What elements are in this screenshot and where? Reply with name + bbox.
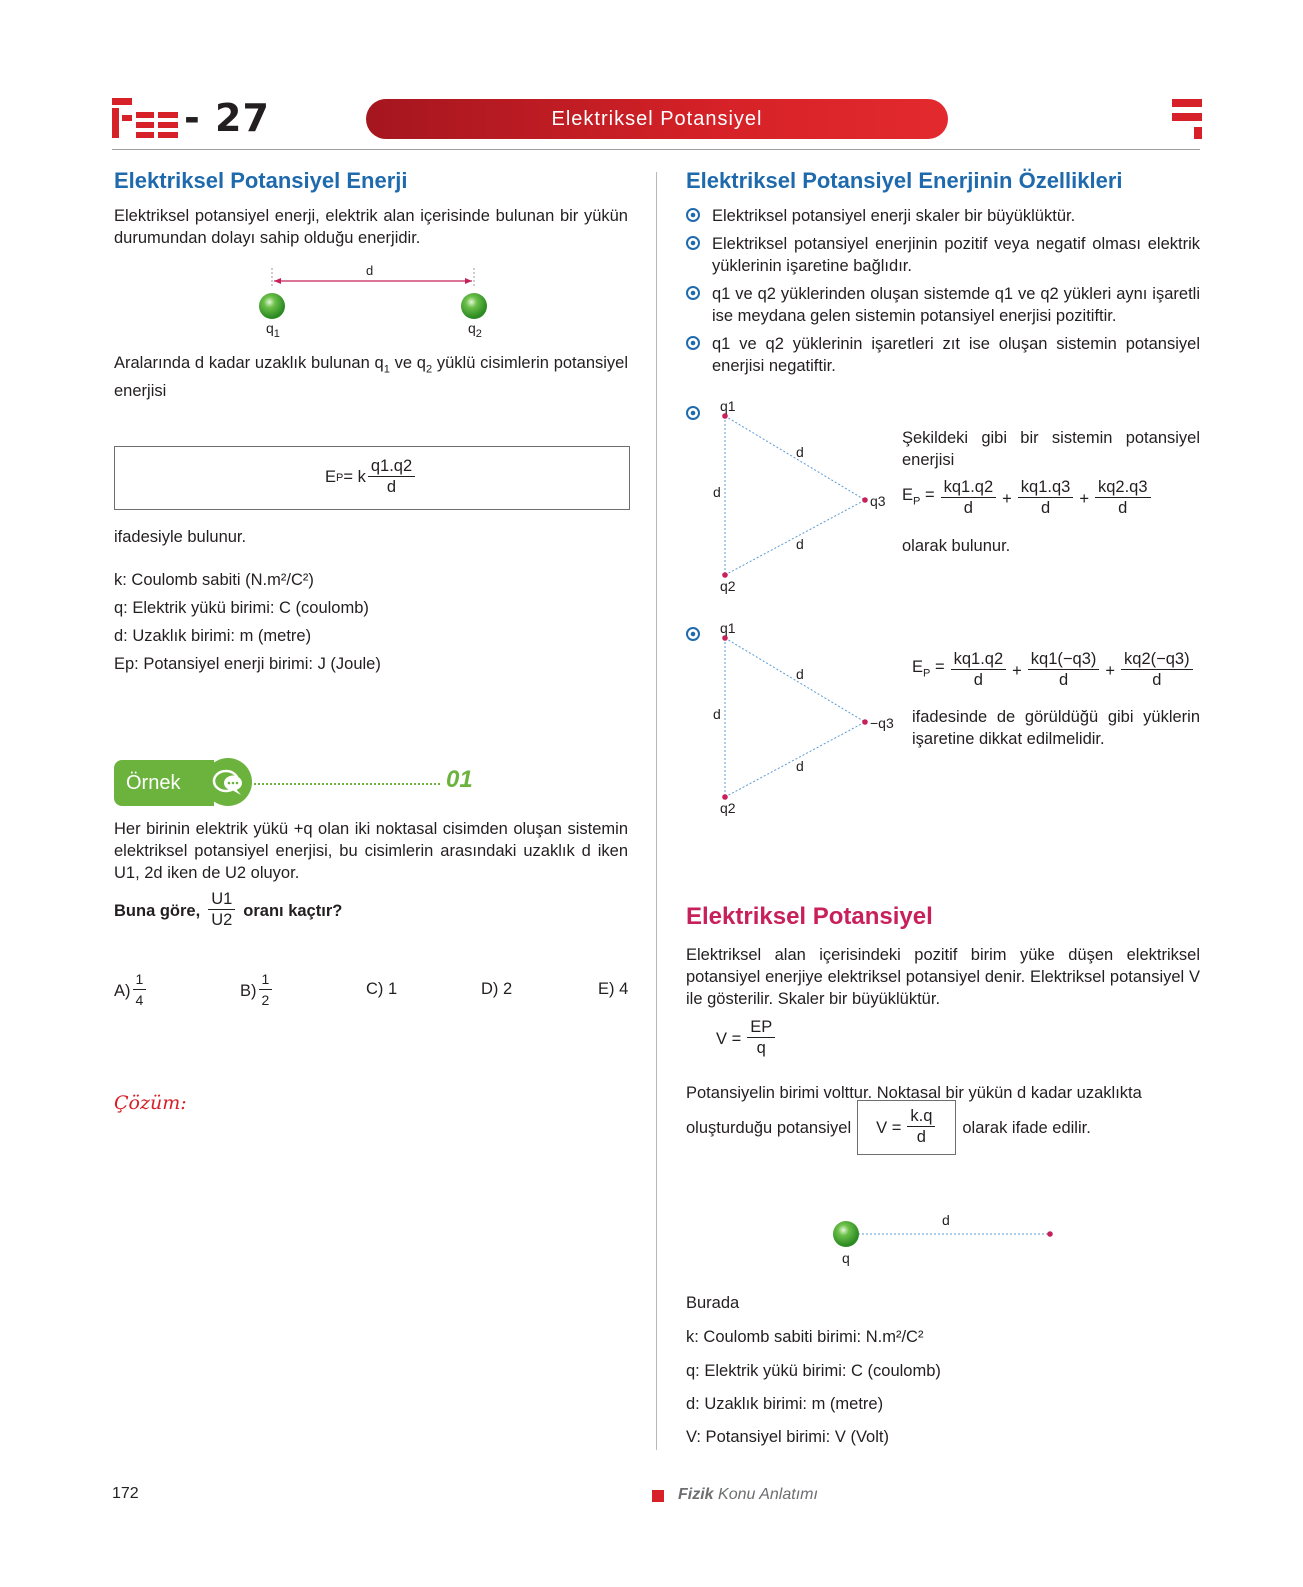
potential-energy-formula-box — [114, 446, 630, 510]
page-number: 172 — [112, 1485, 139, 1502]
v-unit-q: q: Elektrik yükü birimi: C (coulomb) — [686, 1362, 941, 1380]
distance-label: d — [366, 263, 374, 278]
potential-formula-1: V = $\frac{EP}{q}$ — [716, 1018, 777, 1059]
triangle2-note: ifadesinde de görüldüğü gibi yüklerin işaretine dikkat edilmelidir. — [912, 708, 1200, 748]
header-divider — [112, 149, 1200, 150]
book-title: Fizik Konu Anlatımı — [678, 1486, 818, 1503]
triangle1-description: Şekildeki gibi bir sistemin potansiyel enerjisi — [902, 429, 1200, 469]
example-dotted-line — [254, 783, 440, 785]
section-title-properties: Elektriksel Potansiyel Enerjinin Özellikleri — [686, 168, 1123, 193]
triangle1-side-label: d — [796, 444, 804, 460]
triangle2-side-label: d — [713, 706, 721, 722]
corner-logo-icon — [1172, 99, 1202, 139]
triangle1-q2-label: q2 — [720, 578, 736, 594]
potential-energy-intro: Aralarında d kadar uzaklık bulunan $q_1$ ve $q_2$ yüklü cisimlerin potansiyel enerjisi — [114, 354, 628, 401]
triangle2-formula: $E_P$ = $\frac{kq1.q2}{d}$ + $\frac{kq1(-q3)}{d}$ + $\frac{kq2(-q3)}{d}$ — [912, 650, 1195, 691]
point-charge-formula-box: V = $\frac{k.q}{d}$ — [857, 1100, 956, 1155]
charge-q2-ball — [461, 293, 487, 319]
electric-potential-definition: Elektriksel alan içerisindeki pozitif birim yüke düşen elektriksel potansiyel enerjiye elektriksel potansiyel denir. Elektriksel potansiyel V ile gösterilir. Skaler bir büyüklüktür. — [686, 946, 1200, 1008]
option-c[interactable]: C) 1 — [366, 980, 398, 998]
properties-list — [686, 205, 1200, 377]
unit-q: q: Elektrik yükü birimi: C (coulomb) — [114, 599, 369, 617]
chapter-banner: Elektriksel Potansiyel — [366, 99, 948, 139]
charge-q1-ball — [259, 293, 285, 319]
example-question: Buna göre, $\frac{U1}{U2}$ oranı kaçtır? — [114, 890, 343, 929]
triangle2-q2-label: q2 — [720, 800, 736, 816]
formula-caption: ifadesiyle bulunur. — [114, 528, 247, 546]
speech-bubble-icon — [212, 768, 246, 798]
triangle2-q3-label: −q3 — [870, 715, 894, 731]
triangle1-side-label: d — [713, 484, 721, 500]
triangle2-side-label: d — [796, 758, 804, 774]
triangle1-conclusion: olarak bulunur. — [902, 537, 1011, 555]
property-item: Elektriksel potansiyel enerjinin pozitif veya negatif olması elektrik yüklerinin işaretine bağlıdır. — [686, 233, 1200, 277]
two-charges-figure — [250, 262, 500, 342]
chapter-number: - 27 — [184, 96, 270, 140]
triangle2-side-label: d — [796, 666, 804, 682]
target-bullet-icon — [686, 286, 700, 300]
section-title-potential-energy: Elektriksel Potansiyel Enerji — [114, 168, 408, 193]
charge-q1-label: $q_1$ — [266, 320, 280, 340]
target-bullet-icon — [686, 627, 700, 641]
triangle1-q1-label: q1 — [720, 398, 736, 414]
point-charge-potential-line: oluşturduğu potansiyel V = $\frac{k.q}{d}$ olarak ifade edilir. — [686, 1100, 1091, 1155]
unit-k: k: Coulomb sabiti (N.m²/C²) — [114, 571, 314, 589]
target-bullet-icon — [686, 336, 700, 350]
unit-d: d: Uzaklık birimi: m (metre) — [114, 627, 312, 645]
target-bullet-icon — [686, 208, 700, 222]
point-charge-label: q — [842, 1250, 850, 1266]
example-text: Her birinin elektrik yükü +q olan iki noktasal cisimden oluşan sistemin elektriksel potansiyel enerjisi, bu cisimlerin arasındaki uzaklık d iken U1, 2d iken de U2 oluyor. — [114, 820, 628, 882]
potential-energy-formula: E P = k $\frac{q1.q2}{d}$ — [325, 457, 417, 498]
triangle1-q3-label: q3 — [870, 493, 886, 509]
property-item: q1 ve q2 yüklerinden oluşan sistemde q1 ve q2 yükleri aynı işaretli ise meydana gelen sistemin potansiyel enerjisi pozitiftir. — [686, 283, 1200, 327]
property-item: Elektriksel potansiyel enerji skaler bir büyüklüktür. — [686, 205, 1200, 227]
point-charge-distance-label: d — [942, 1212, 950, 1228]
brand-logo — [112, 97, 270, 139]
option-b[interactable]: B) $\frac{1}{2}$ — [240, 970, 274, 1011]
target-bullet-icon — [686, 236, 700, 250]
unit-ep: Ep: Potansiyel enerji birimi: J (Joule) — [114, 655, 381, 673]
v-unit-d: d: Uzaklık birimi: m (metre) — [686, 1395, 884, 1413]
target-bullet-icon — [686, 406, 700, 420]
units-title: Burada — [686, 1294, 740, 1312]
faz-logo-icon — [112, 98, 178, 138]
property-item: q1 ve q2 yüklerinin işaretleri zıt ise oluşan sistemin potansiyel enerjisi negatiftir. — [686, 333, 1200, 377]
charge-q2-label: $q_2$ — [468, 320, 482, 340]
triangle1-formula: $E_P$ = $\frac{kq1.q2}{d}$ + $\frac{kq1.q3}{d}$ + $\frac{kq2.q3}{d}$ — [902, 478, 1153, 519]
v-unit-k: k: Coulomb sabiti birimi: N.m²/C² — [686, 1328, 924, 1346]
section-title-electric-potential: Elektriksel Potansiyel — [686, 903, 933, 930]
potential-unit-text: Potansiyelin birimi volttur. Noktasal bir yükün d kadar uzaklıkta — [686, 1084, 1142, 1102]
example-label: Örnek — [114, 760, 214, 806]
option-a[interactable]: A) $\frac{1}{4}$ — [114, 970, 148, 1011]
solution-label: Çözüm: — [114, 1092, 187, 1114]
option-d[interactable]: D) 2 — [481, 980, 513, 998]
option-e[interactable]: E) 4 — [598, 980, 629, 998]
potential-energy-definition: Elektriksel potansiyel enerji, elektrik alan içerisinde bulunan bir yükün durumundan dolayı sahip olduğu enerjidir. — [114, 207, 628, 247]
triangle1-side-label: d — [796, 536, 804, 552]
footer-square-icon — [652, 1490, 664, 1502]
example-number: 01 — [446, 766, 473, 793]
column-divider — [656, 172, 657, 1450]
triangle2-q1-label: q1 — [720, 620, 736, 636]
v-unit-v: V: Potansiyel birimi: V (Volt) — [686, 1428, 889, 1446]
